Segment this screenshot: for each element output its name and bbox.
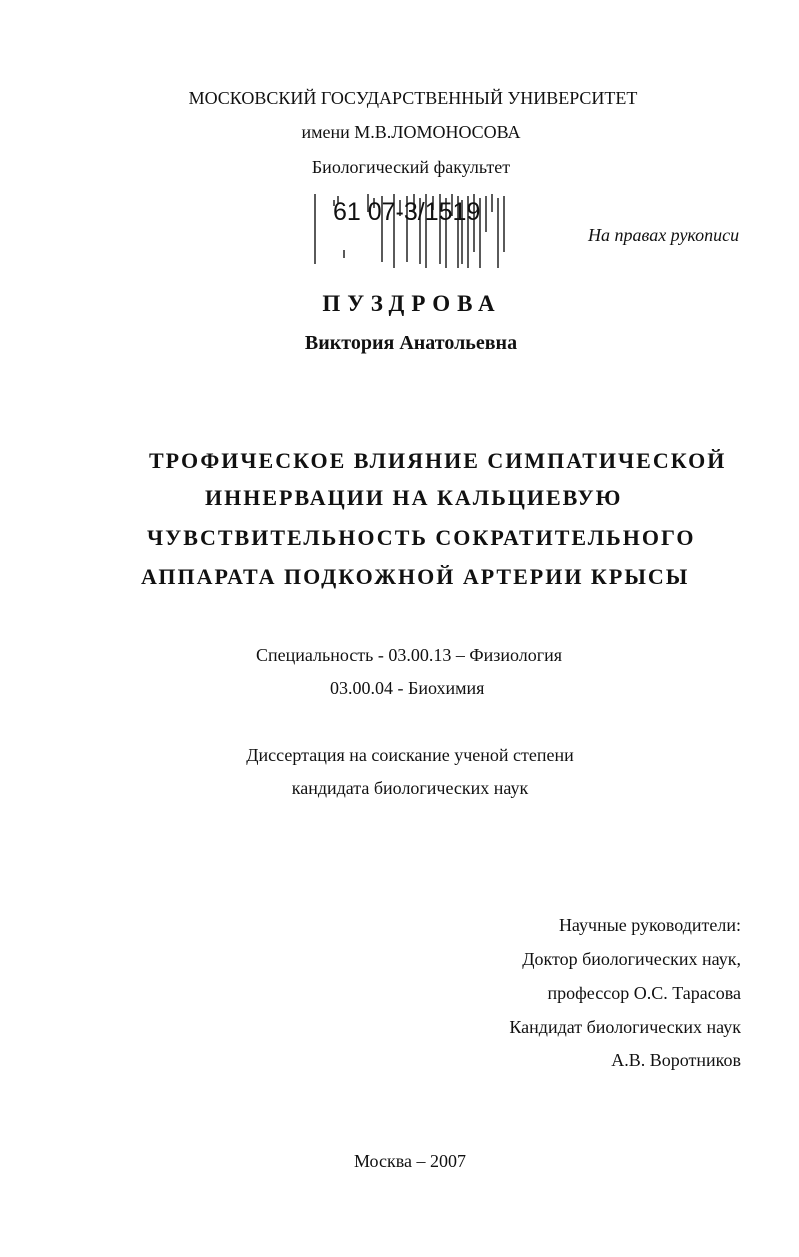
author-surname: ПУЗДРОВА bbox=[322, 291, 502, 316]
supervisor-line-2: профессор О.С. Тарасова bbox=[547, 983, 741, 1003]
title-line-4: АППАРАТА ПОДКОЖНОЙ АРТЕРИИ КРЫСЫ bbox=[141, 564, 690, 589]
specialty-line-1: Специальность - 03.00.13 – Физиология bbox=[256, 645, 563, 665]
supervisor-line-4: А.В. Воротников bbox=[611, 1050, 741, 1070]
city-year: Москва – 2007 bbox=[354, 1151, 466, 1171]
manuscript-note: На правах рукописи bbox=[588, 225, 740, 245]
supervisor-line-3: Кандидат биологических наук bbox=[509, 1017, 741, 1037]
degree-line-1: Диссертация на соискание ученой степени bbox=[246, 745, 574, 765]
supervisors-heading: Научные руководители: bbox=[558, 915, 741, 935]
university-name: МОСКОВСКИЙ ГОСУДАРСТВЕННЫЙ УНИВЕРСИТЕТ bbox=[188, 88, 638, 108]
named-after: имени М.В.ЛОМОНОСОВА bbox=[301, 122, 521, 142]
faculty: Биологический факультет bbox=[311, 157, 511, 177]
stamp-code: 61 07-3/1519 bbox=[333, 198, 481, 226]
title-line-2: ИННЕРВАЦИИ НА КАЛЬЦИЕВУЮ bbox=[205, 485, 623, 510]
specialty-line-2: 03.00.04 - Биохимия bbox=[330, 678, 485, 698]
degree-line-2: кандидата биологических наук bbox=[291, 778, 529, 798]
supervisor-line-1: Доктор биологических наук, bbox=[522, 949, 741, 969]
author-name: Виктория Анатольевна bbox=[304, 332, 518, 354]
title-line-1: ТРОФИЧЕСКОЕ ВЛИЯНИЕ СИМПАТИЧЕСКОЙ bbox=[149, 448, 727, 473]
title-line-3: ЧУВСТВИТЕЛЬНОСТЬ СОКРАТИТЕЛЬНОГО bbox=[147, 525, 696, 550]
